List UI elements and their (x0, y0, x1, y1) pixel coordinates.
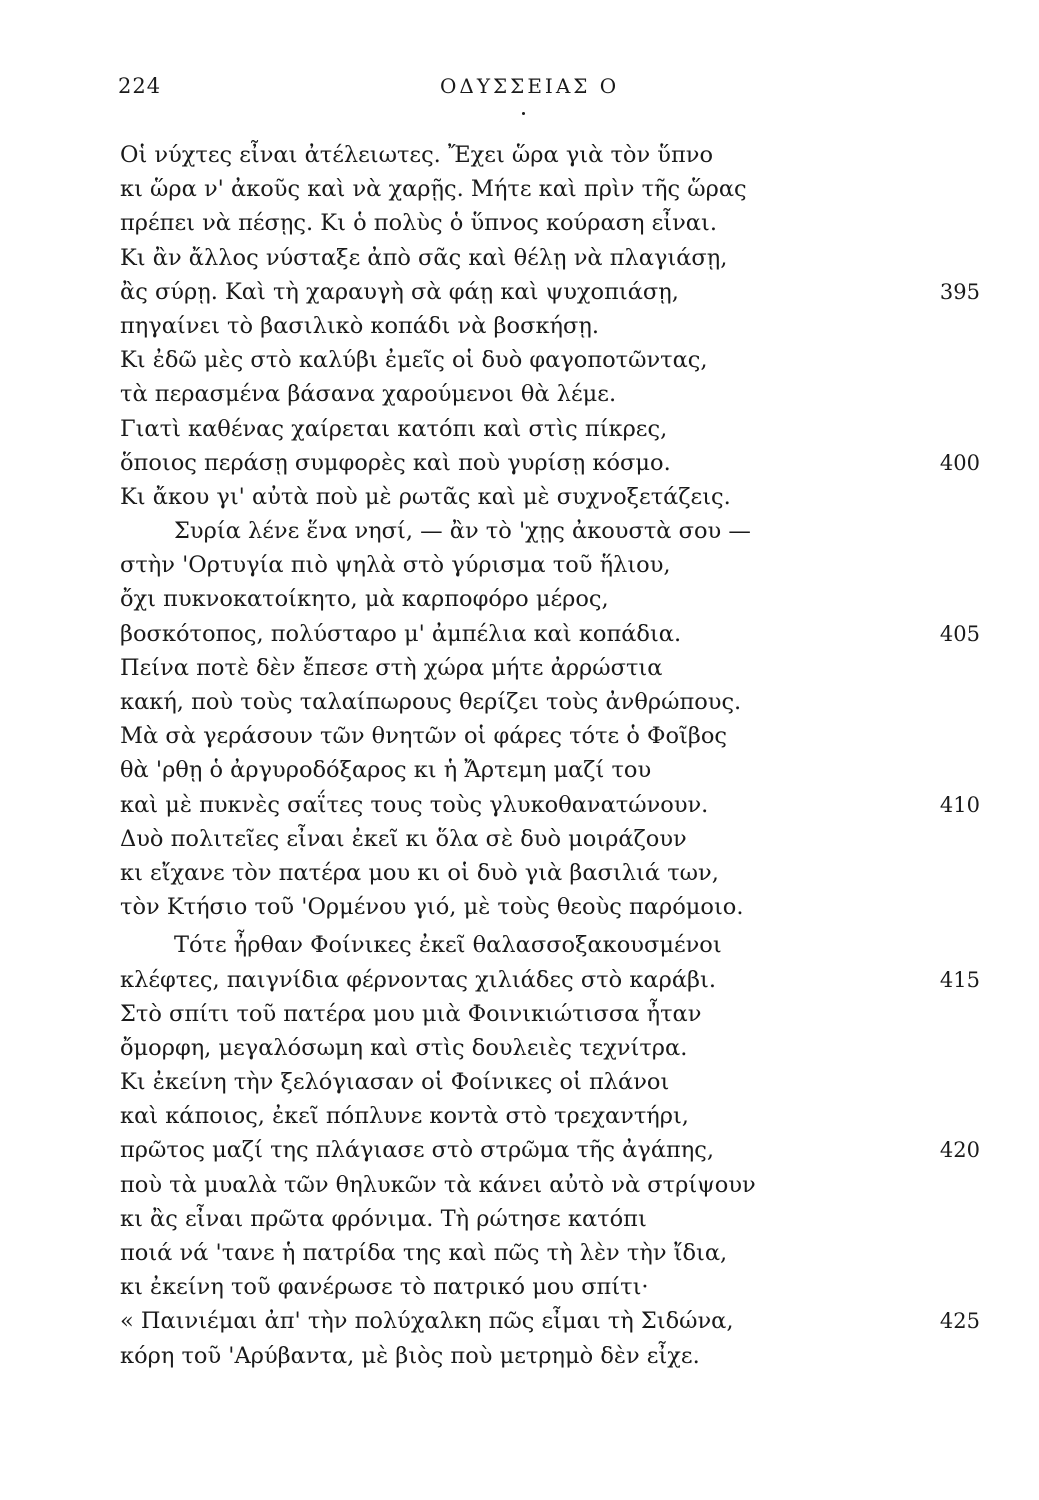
verse-text: τὸν Κτήσιο τοῦ 'Ορμένου γιό, μὲ τοὺς θεοὺς παρόμοιο. (120, 894, 744, 921)
verse-text: ὅποιος περάσῃ συμφορὲς καὶ ποὺ γυρίσῃ κόσμο. (120, 449, 671, 476)
verse-line (120, 1133, 980, 1167)
verse-text: κι ἂς εἶναι πρῶτα φρόνιμα. Τὴ ρώτησε κατόπι (120, 1205, 647, 1232)
verse-line (120, 343, 980, 377)
verse-line (120, 1270, 980, 1304)
verse-line (120, 1031, 980, 1065)
verse-text: Οἱ νύχτες εἶναι ἀτέλειωτες. Ἔχει ὥρα γιὰ τὸν ὕπνο (120, 142, 713, 168)
line-number: 395 (939, 279, 980, 304)
verse-text: Τότε ἦρθαν Φοίνικες ἐκεῖ θαλασσοξακουσμένοι (174, 932, 722, 959)
verse-text: πρῶτος μαζί της πλάγιασε στὸ στρῶμα τῆς ἀγάπης, (120, 1137, 715, 1164)
page-number: 224 (118, 74, 162, 98)
verse-text: ποὺ τὰ μυαλὰ τῶν θηλυκῶν τὰ κάνει αὐτὸ νὰ στρίψουν (120, 1171, 756, 1198)
verse-line (120, 753, 980, 787)
verse-line (120, 651, 980, 685)
running-title: ΟΔΥΣΣΕΙΑΣ Ο (440, 74, 620, 98)
verse-text: ἂς σύρῃ. Καὶ τὴ χαραυγὴ σὰ φάῃ καὶ ψυχοπιάσῃ, (120, 278, 679, 305)
verse-line (120, 997, 980, 1031)
verse-line (120, 241, 980, 275)
verse-text: Δυὸ πολιτεῖες εἶναι ἐκεῖ κι ὅλα σὲ δυὸ μοιράζουν (120, 825, 687, 852)
line-number: 405 (939, 621, 980, 646)
verse-text: Μὰ σὰ γεράσουν τῶν θνητῶν οἱ φάρες τότε ὁ Φοῖβος (120, 723, 728, 750)
verse-line (120, 138, 980, 172)
verse-line (120, 1099, 980, 1133)
verse-text: κι ὥρα ν' ἀκοῦς καὶ νὰ χαρῇς. Μήτε καὶ πρὶν τῆς ὥρας (120, 176, 747, 203)
verse-text: πρέπει νὰ πέσῃς. Κι ὁ πολὺς ὁ ὕπνος κούραση εἶναι. (120, 210, 717, 237)
verse-text: Γιατὶ καθένας χαίρεται κατόπι καὶ στὶς πίκρες, (120, 415, 668, 442)
verse-text: « Παινιέμαι ἀπ' τὴν πολύχαλκη πῶς εἶμαι τὴ Σιδώνα, (120, 1308, 734, 1335)
line-number: 415 (939, 967, 980, 992)
verse-text: στὴν 'Ορτυγία πιὸ ψηλὰ στὸ γύρισμα τοῦ ἥλιου, (120, 552, 671, 579)
verse-line (120, 890, 980, 924)
verse-line (120, 963, 980, 997)
ornament-dot (522, 112, 525, 115)
verse-line (120, 275, 980, 309)
verse-line (120, 1339, 980, 1373)
verse-text: πηγαίνει τὸ βασιλικὸ κοπάδι νὰ βοσκήσῃ. (120, 312, 599, 339)
verse-text: Κι ἐκείνη τὴν ξελόγιασαν οἱ Φοίνικες οἱ πλάνοι (120, 1069, 670, 1096)
verse-block (120, 138, 980, 1373)
verse-line (120, 172, 980, 206)
verse-text: Πείνα ποτὲ δὲν ἔπεσε στὴ χώρα μήτε ἀρρώστια (120, 654, 663, 681)
verse-text: τὰ περασμένα βάσανα χαρούμενοι θὰ λέμε. (120, 381, 617, 408)
verse-line (120, 1202, 980, 1236)
verse-line (120, 446, 980, 480)
verse-text: Συρία λένε ἕνα νησί, — ἂν τὸ 'χῃς ἀκουστὰ σου — (174, 518, 751, 545)
verse-line (120, 514, 980, 548)
verse-text: Στὸ σπίτι τοῦ πατέρα μου μιὰ Φοινικιώτισσα ἦταν (120, 1000, 702, 1027)
verse-text: Κι ἐδῶ μὲς στὸ καλύβι ἐμεῖς οἱ δυὸ φαγοποτῶντας, (120, 347, 708, 374)
verse-line (120, 719, 980, 753)
verse-line (120, 685, 980, 719)
verse-line (120, 928, 980, 962)
verse-line (120, 1065, 980, 1099)
line-number: 425 (939, 1309, 980, 1334)
verse-line (120, 309, 980, 343)
verse-line (120, 480, 980, 514)
verse-text: Κι ἂν ἄλλος νύσταξε ἀπὸ σᾶς καὶ θέλῃ νὰ πλαγιάσῃ, (120, 244, 728, 271)
verse-text: κι εἴχανε τὸν πατέρα μου κι οἱ δυὸ γιὰ βασιλιά των, (120, 859, 719, 886)
verse-text: καὶ μὲ πυκνὲς σαΐτες τους τοὺς γλυκοθανατώνουν. (120, 791, 709, 818)
verse-line (120, 548, 980, 582)
verse-line (120, 1168, 980, 1202)
verse-text: θὰ 'ρθῃ ὁ ἀργυροδόξαρος κι ἡ Ἄρτεμη μαζί του (120, 757, 652, 784)
verse-line (120, 822, 980, 856)
verse-text: βοσκότοπος, πολύσταρο μ' ἀμπέλια καὶ κοπάδια. (120, 620, 682, 647)
verse-text: κλέφτες, παιγνίδια φέρνοντας χιλιάδες στὸ καράβι. (120, 966, 716, 993)
line-number: 400 (939, 450, 980, 475)
verse-line (120, 788, 980, 822)
verse-text: καὶ κάποιος, ἐκεῖ πόπλυνε κοντὰ στὸ τρεχαντήρι, (120, 1103, 689, 1130)
verse-text: ὄμορφη, μεγαλόσωμη καὶ στὶς δουλειὲς τεχνίτρα. (120, 1034, 688, 1061)
verse-line (120, 206, 980, 240)
verse-line (120, 582, 980, 616)
verse-line (120, 1236, 980, 1270)
verse-text: Κι ἄκου γι' αὐτὰ ποὺ μὲ ρωτᾶς καὶ μὲ συχνοξετάζεις. (120, 483, 731, 510)
line-number: 410 (939, 792, 980, 817)
verse-text: κακή, ποὺ τοὺς ταλαίπωρους θερίζει τοὺς ἀνθρώπους. (120, 689, 742, 715)
verse-line (120, 412, 980, 446)
verse-line (120, 856, 980, 890)
verse-line (120, 377, 980, 411)
verse-text: ποιά νά 'τανε ἡ πατρίδα της καὶ πῶς τὴ λὲν τὴν ἴδια, (120, 1240, 728, 1266)
verse-text: ὄχι πυκνοκατοίκητο, μὰ καρποφόρο μέρος, (120, 586, 609, 613)
line-number: 420 (939, 1138, 980, 1163)
verse-text: κόρη τοῦ 'Αρύβαντα, μὲ βιὸς ποὺ μετρημὸ δὲν εἶχε. (120, 1342, 700, 1369)
verse-line (120, 1304, 980, 1338)
verse-line (120, 617, 980, 651)
verse-text: κι ἐκείνη τοῦ φανέρωσε τὸ πατρικό μου σπίτι· (120, 1274, 649, 1301)
